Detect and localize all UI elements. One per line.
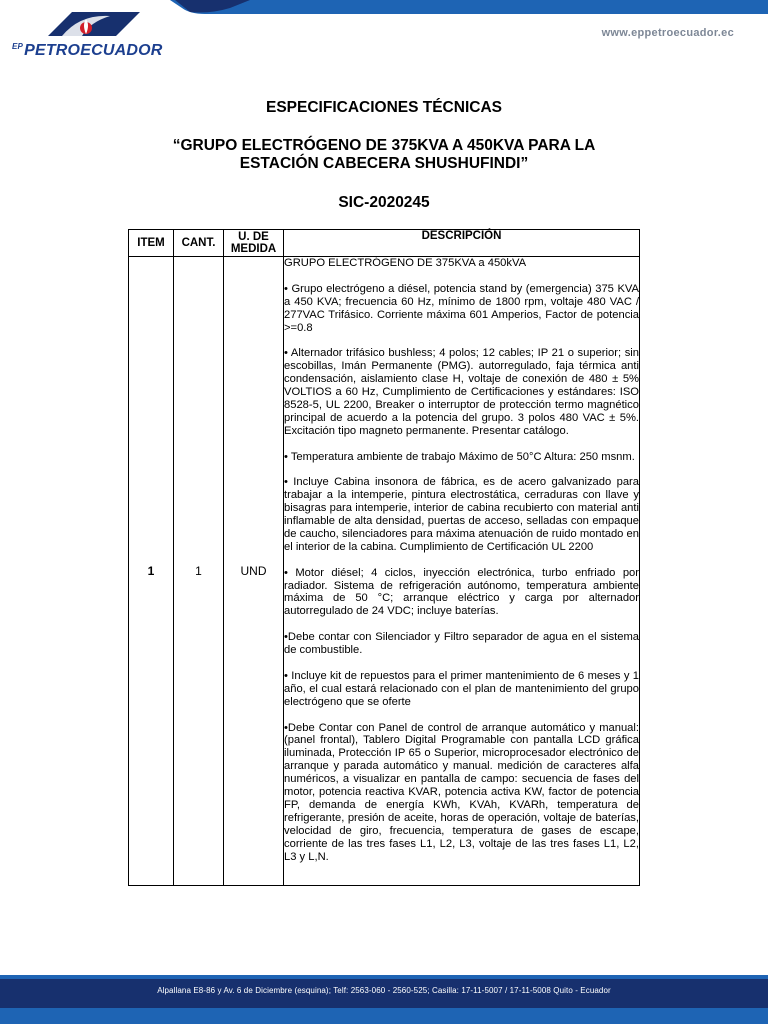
cell-unit: UND	[224, 257, 284, 886]
cell-description	[284, 257, 640, 886]
subtitle-line-1: “GRUPO ELECTRÓGENO DE 375KVA A 450KVA PARA LA	[172, 137, 596, 154]
table-row	[129, 257, 640, 886]
footer-address: Alpallana E8-86 y Av. 6 de Diciembre (esquina); Telf: 2563-060 - 2560-525; Casilla: 17-11-5007 / 17-11-5008 Quito - Ecuador	[157, 986, 611, 995]
header-cant: CANT.	[174, 230, 224, 257]
description-paragraph: • Incluye Cabina insonora de fábrica, es de acero galvanizado para trabajar a la intemperie, pintura electrostática, cerraduras con llave y bisagras para intemperie, interior de cabina recubierto con material anti inflamable de alta densidad, puertas de acceso, selladas con empaque de caucho, silenciadores para máxima atenuación de ruido montado en el interior de la cabina. Cumplimiento de Certificación UL 2200	[284, 476, 639, 553]
table-header-row	[129, 230, 640, 257]
description-paragraph: • Incluye kit de repuestos para el primer mantenimiento de 6 meses y 1 año, el cual estará relacionado con el plan de mantenimiento del grupo electrógeno que se oferte	[284, 669, 639, 708]
logo-emblem-icon	[10, 6, 160, 46]
description-title: GRUPO ELECTRÓGENO DE 375KVA a 450kVA	[284, 257, 527, 269]
description-paragraph: • Motor diésel; 4 ciclos, inyección electrónica, turbo enfriado por radiador. Sistema de refrigeración autónomo, temperatura ambiente máxima de 50 °C; arranque eléctrico y carga por alternador autorregulado de 24 VDC; incluye baterías.	[284, 566, 639, 618]
website-url[interactable]: www.eppetroecuador.ec	[601, 27, 734, 39]
header-unit-line-2: MEDIDA	[230, 243, 277, 255]
description-paragraph: • Grupo electrógeno a diésel, potencia stand by (emergencia) 375 KVA a 450 KVA; frecuencia 60 Hz, mínimo de 1800 rpm, voltaje 480 VAC / 277VAC Trifásico. Corriente máxima 601 Amperios, Factor de potencia >=0.8	[284, 282, 639, 334]
cell-item: 1	[129, 257, 174, 886]
cell-cant: 1	[174, 257, 224, 886]
description-paragraph: •Debe contar con Silenciador y Filtro separador de agua en el sistema de combustible.	[284, 631, 639, 657]
brand-name	[12, 42, 163, 60]
document-code: SIC-2020245	[338, 194, 430, 211]
document-title: ESPECIFICACIONES TÉCNICAS	[266, 99, 502, 116]
header-unit-line-1: U. DE	[238, 231, 269, 243]
header-unit	[224, 230, 284, 257]
subtitle-line-2: ESTACIÓN CABECERA SHUSHUFINDI”	[239, 155, 529, 172]
footer-decoration	[0, 975, 768, 1024]
description-paragraph: • Temperatura ambiente de trabajo Máximo de 50°C Altura: 250 msnm.	[284, 450, 635, 463]
description-paragraph: • Alternador trifásico bushless; 4 polos; 12 cables; IP 21 o superior; sin escobillas, Imán Permanente (PMG). autorregulado, faja térmica anti condensación, aislamiento clase H, voltaje de conexión de 480 ± 5% VOLTIOS a 60 Hz, Cumplimiento de Certificaciones y estándares: ISO 8528-5, UL 2200, Breaker o interruptor de protección termo magnético principal de acuerdo a la potencia del grupo. 3 polos 480 VAC ± 5%. Excitación tipo magneto permanente. Presentar catálogo.	[284, 347, 639, 437]
brand-prefix: EP	[12, 42, 24, 51]
header-item: ITEM	[129, 230, 174, 257]
specifications-table	[128, 229, 640, 886]
document-subtitle	[0, 137, 768, 173]
footer-band	[0, 975, 768, 1024]
document-titles	[0, 99, 768, 212]
description-paragraph: •Debe Contar con Panel de control de arranque automático y manual: (panel frontal), Tablero Digital Programable con pantalla LCD gráfica iluminada, Protección IP 65 o Superior, microprocesador electrónico de arranque y parada automático y manual. medición de caracteres alfa numéricos, a visualizar en pantalla de campo: secuencia de fases del motor, potencia reactiva KVAR, potencia activa KW, factor de potencia FP, demanda de energía KWh, KVAh, KVARh, temperatura de refrigerante, presión de aceite, horas de operación, voltaje de baterías, velocidad de giro, frecuencia, temperatura de gases de escape, corriente de las tres fases L1, L2, L3, voltaje de las tres fases L1, L2, L3 y L,N.	[284, 721, 639, 863]
brand-wordmark: PETROECUADOR	[24, 42, 163, 59]
header-description: DESCRIPCIÓN	[284, 230, 640, 257]
